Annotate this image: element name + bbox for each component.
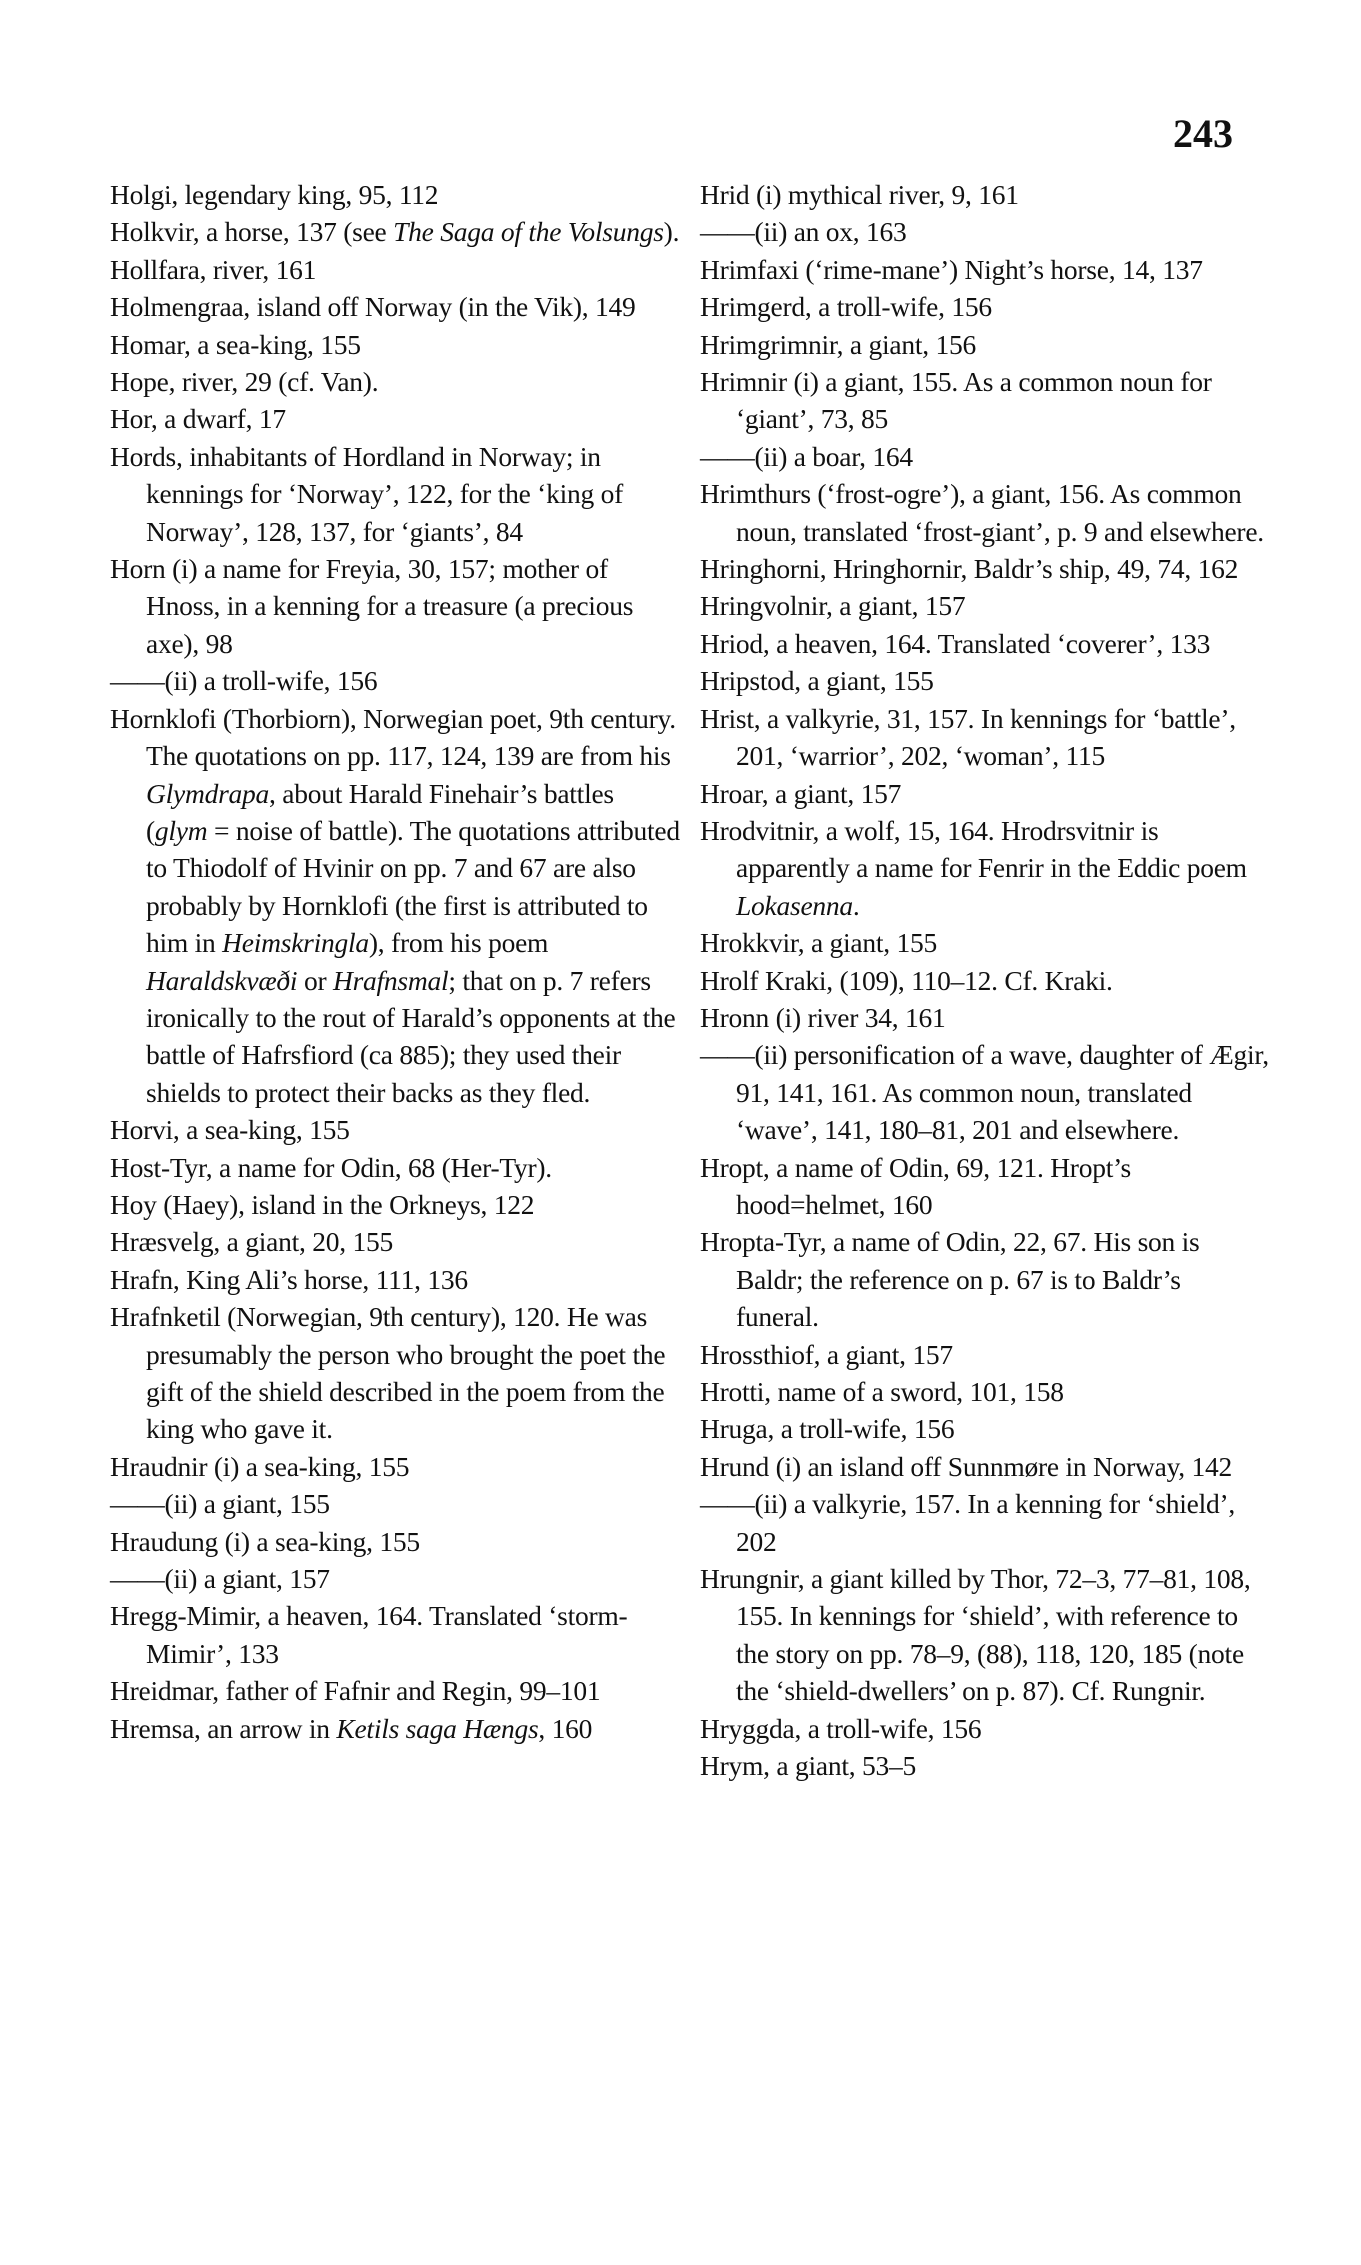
index-entry — [700, 700, 1270, 775]
index-entry — [110, 1672, 680, 1709]
index-entry — [700, 1710, 1270, 1747]
page-number: 243 — [1173, 111, 1233, 156]
index-entry — [700, 176, 1270, 213]
index-entry — [110, 251, 680, 288]
index-entry-text: Hringhorni, Hringhornir, Baldr’s ship, 49, 74, 162 — [700, 553, 1239, 585]
index-entry-text: ——(ii) a giant, 155 — [110, 1488, 330, 1520]
index-entry — [700, 1448, 1270, 1485]
index-entry-text: Homar, a sea-king, 155 — [110, 328, 361, 360]
index-entry — [110, 1710, 680, 1747]
index-entry — [110, 1448, 680, 1485]
index-entry — [110, 176, 680, 213]
index-entry-text: Hrafn, King Ali’s horse, 111, 136 — [110, 1263, 468, 1295]
index-entry-italic: Haraldskvæði — [146, 964, 298, 996]
index-entry-text: , about Harald Finehair’s battles ( — [146, 777, 614, 846]
index-entry-text: Holgi, legendary king, 95, 112 — [110, 179, 439, 210]
index-entry — [110, 700, 680, 1111]
index-entry — [700, 1560, 1270, 1710]
index-entry — [110, 1111, 680, 1148]
index-entry-text: Hornklofi (Thorbiorn), Norwegian poet, 9th century. The quotations on pp. 117, 124, 139 are from his — [110, 702, 676, 772]
index-entry — [700, 775, 1270, 812]
index-entry — [700, 550, 1270, 587]
index-entry-text: Horvi, a sea-king, 155 — [110, 1114, 350, 1146]
index-entry-text: Horn (i) a name for Freyia, 30, 157; mother of Hnoss, in a kenning for a treasure (a precious axe), 98 — [110, 553, 634, 659]
index-column-left — [110, 176, 680, 1747]
index-entry — [110, 1597, 680, 1672]
index-entry-text: Hrimgrimnir, a giant, 156 — [700, 328, 977, 360]
index-entry-text: ——(ii) a troll-wife, 156 — [110, 665, 378, 697]
index-entry — [700, 924, 1270, 961]
index-entry-text: = noise of battle). The quotations attributed to Thiodolf of Hvinir on pp. 7 and 67 are also probably by Hornklofi (the first is attributed to him in — [146, 814, 680, 959]
index-entry-text: Hrym, a giant, 53–5 — [700, 1750, 916, 1782]
index-entry-text: Hregg-Mimir, a heaven, 164. Translated ‘storm-Mimir’, 133 — [110, 1600, 628, 1669]
index-entry — [700, 1485, 1270, 1560]
index-entry-text: Hruga, a troll-wife, 156 — [700, 1413, 955, 1445]
index-entry-text: Hrimgerd, a troll-wife, 156 — [700, 291, 992, 323]
index-entry-text: . — [852, 889, 860, 921]
index-entry — [700, 251, 1270, 288]
index-entry-italic: The Saga of the Volsungs — [393, 216, 664, 248]
index-entry — [110, 1149, 680, 1186]
index-entry-text: Host-Tyr, a name for Odin, 68 (Her-Tyr). — [110, 1151, 552, 1183]
index-entry — [700, 999, 1270, 1036]
index-entry — [700, 662, 1270, 699]
index-entry-italic: Heimskringla — [222, 927, 369, 959]
index-entry — [700, 326, 1270, 363]
index-entry — [700, 475, 1270, 550]
index-entry-italic: Ketils saga Hængs — [336, 1712, 539, 1744]
index-entry-text: ——(ii) personification of a wave, daughter of Ægir, 91, 141, 161. As common noun, translated ‘wave’, 141, 180–81, 201 and elsewhere. — [700, 1039, 1269, 1146]
index-entry-text: Hrokkvir, a giant, 155 — [700, 927, 938, 959]
index-entry — [110, 213, 680, 250]
index-entry — [110, 1186, 680, 1223]
index-entry — [700, 1747, 1270, 1784]
index-entry — [700, 1410, 1270, 1447]
index-entry-text: Hriod, a heaven, 164. Translated ‘coverer’, 133 — [700, 627, 1211, 659]
index-entry-text: ). — [663, 216, 680, 248]
index-entry — [110, 363, 680, 400]
index-entry — [110, 1485, 680, 1522]
index-entry-text: Hrossthiof, a giant, 157 — [700, 1338, 953, 1370]
index-entry — [110, 1560, 680, 1597]
index-entry-text: Hripstod, a giant, 155 — [700, 665, 934, 697]
index-entry-text: ——(ii) a giant, 157 — [110, 1563, 330, 1595]
index-entry — [110, 400, 680, 437]
index-entry-italic: glym — [154, 814, 208, 846]
index-entry-italic: Glymdrapa — [146, 777, 270, 809]
index-entry — [700, 962, 1270, 999]
index-entry-text: Hrotti, name of a sword, 101, 158 — [700, 1376, 1064, 1407]
index-entry — [700, 587, 1270, 624]
index-entry — [110, 662, 680, 699]
index-entry-text: ——(ii) an ox, 163 — [700, 216, 907, 248]
index-entry — [700, 625, 1270, 662]
index-entry — [700, 363, 1270, 438]
index-entry — [700, 288, 1270, 325]
index-entry — [110, 1223, 680, 1260]
index-entry — [110, 550, 680, 662]
index-entry-text: ——(ii) a valkyrie, 157. In a kenning for ‘shield’, 202 — [700, 1488, 1236, 1557]
index-entry-text: Hremsa, an arrow in — [110, 1712, 337, 1744]
index-entry-text: Hreidmar, father of Fafnir and Regin, 99–101 — [110, 1675, 601, 1707]
index-entry-text: Holmengraa, island off Norway (in the Vik), 149 — [110, 291, 636, 323]
index-entry-text: or — [297, 964, 333, 996]
index-entry-text: Hrund (i) an island off Sunnmøre in Norway, 142 — [700, 1450, 1233, 1482]
index-column-right — [700, 176, 1270, 1784]
index-entry-text: Hropt, a name of Odin, 69, 121. Hropt’s hood=helmet, 160 — [700, 1151, 1131, 1220]
index-entry — [700, 1336, 1270, 1373]
index-entry — [700, 1373, 1270, 1410]
index-entry — [110, 1298, 680, 1448]
index-entry-text: ; that on p. 7 refers ironically to the rout of Harald’s opponents at the battle of Hafrsfiord (ca 885); they used their shields to protect their backs as they fled. — [146, 964, 676, 1108]
index-entry-text: Hryggda, a troll-wife, 156 — [700, 1712, 982, 1744]
index-entry-text: Hroar, a giant, 157 — [700, 777, 902, 809]
index-entry-text: Hronn (i) river 34, 161 — [700, 1001, 946, 1033]
index-entry — [700, 438, 1270, 475]
index-entry-text: Hrimthurs (‘frost-ogre’), a giant, 156. As common noun, translated ‘frost-giant’, p. 9 and elsewhere. — [700, 478, 1264, 547]
index-entry-text: Holkvir, a horse, 137 (see — [110, 216, 394, 248]
index-entry-text: Hope, river, 29 (cf. Van). — [110, 366, 379, 398]
index-entry-text: Hrimfaxi (‘rime-mane’) Night’s horse, 14, 137 — [700, 253, 1203, 285]
index-entry — [700, 1036, 1270, 1148]
index-entry-text: Hrid (i) mythical river, 9, 161 — [700, 179, 1019, 210]
index-entry — [110, 1261, 680, 1298]
index-entry-text: Hoy (Haey), island in the Orkneys, 122 — [110, 1188, 535, 1220]
index-entry-text: Hringvolnir, a giant, 157 — [700, 590, 966, 622]
index-entry — [110, 288, 680, 325]
index-entry-text: Hrodvitnir, a wolf, 15, 164. Hrodrsvitnir is apparently a name for Fenrir in the Eddic poem — [700, 814, 1247, 884]
index-entry-text: ), from his poem — [368, 927, 549, 959]
index-entry-text: Hrafnketil (Norwegian, 9th century), 120. He was presumably the person who brought the poet the gift of the shield described in the poem from the king who gave it. — [110, 1301, 666, 1445]
index-entry — [110, 326, 680, 363]
index-entry-text: , 160 — [538, 1712, 593, 1744]
index-entry-italic: Hrafnsmal — [332, 964, 449, 996]
index-entry-text: Hraudung (i) a sea-king, 155 — [110, 1525, 420, 1557]
index-entry-text: Hrungnir, a giant killed by Thor, 72–3, 77–81, 108, 155. In kennings for ‘shield’, with reference to the story on pp. 78–9, (88), 118, 120, 185 (note the ‘shield-dwellers’ on p. 87). Cf. Rungnir. — [700, 1563, 1251, 1707]
index-entry-text: Hollfara, river, 161 — [110, 253, 317, 285]
index-entry-text: ——(ii) a boar, 164 — [700, 440, 913, 472]
index-entry — [110, 438, 680, 550]
index-entry — [700, 213, 1270, 250]
index-entry — [700, 812, 1270, 924]
index-entry-text: Hords, inhabitants of Hordland in Norway; in kennings for ‘Norway’, 122, for the ‘king of Norway’, 128, 137, for ‘giants’, 84 — [110, 440, 624, 547]
index-entry-italic: Lokasenna — [736, 889, 853, 921]
index-entry — [700, 1149, 1270, 1224]
index-entry-text: Hrolf Kraki, (109), 110–12. Cf. Kraki. — [700, 964, 1113, 996]
index-entry-text: Hrist, a valkyrie, 31, 157. In kennings for ‘battle’, 201, ‘warrior’, 202, ‘woman’, 115 — [700, 702, 1236, 772]
index-entry — [110, 1523, 680, 1560]
index-entry-text: Hrimnir (i) a giant, 155. As a common noun for ‘giant’, 73, 85 — [700, 366, 1212, 435]
index-entry-text: Hraudnir (i) a sea-king, 155 — [110, 1450, 410, 1482]
index-entry-text: Hropta-Tyr, a name of Odin, 22, 67. His son is Baldr; the reference on p. 67 is to Baldr’s funeral. — [700, 1226, 1200, 1333]
index-entry-text: Hræsvelg, a giant, 20, 155 — [110, 1226, 393, 1258]
index-entry — [700, 1223, 1270, 1335]
index-entry-text: Hor, a dwarf, 17 — [110, 403, 286, 435]
